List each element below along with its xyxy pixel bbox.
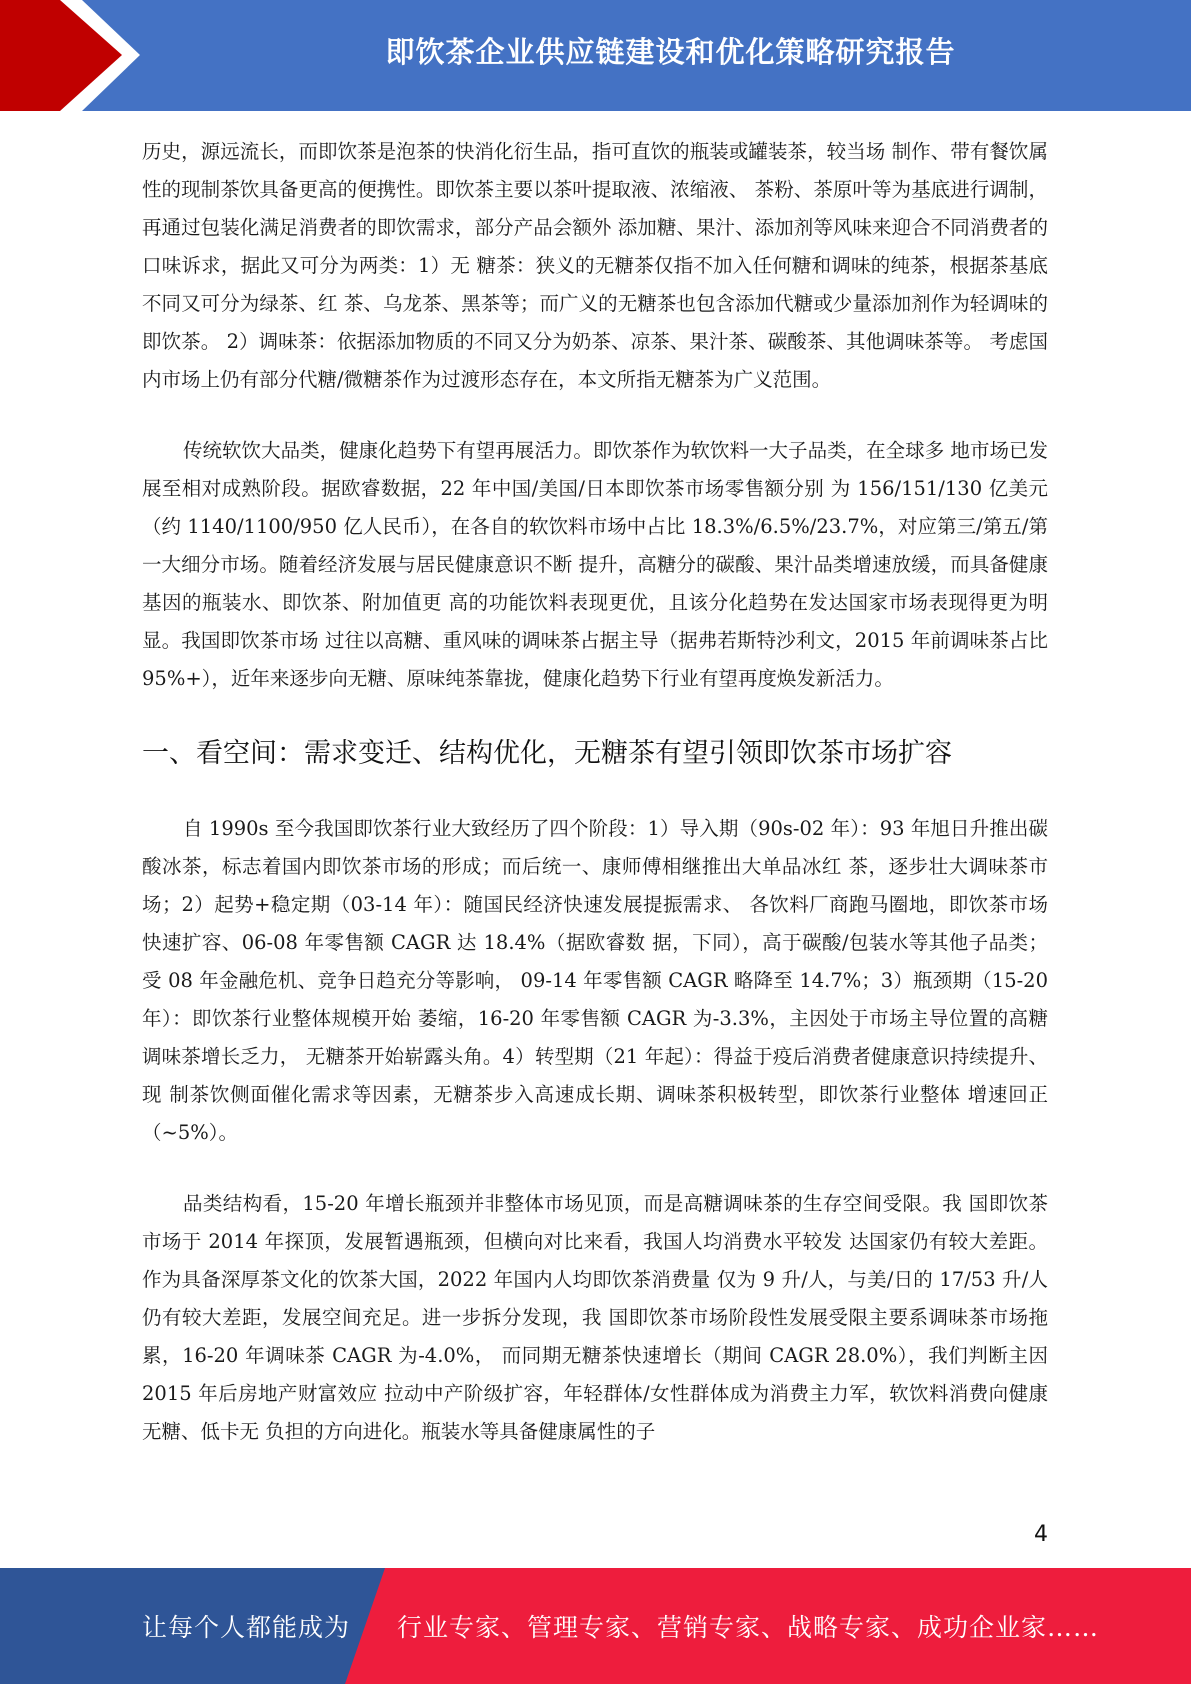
footer-slogan-right: 行业专家、管理专家、营销专家、战略专家、成功企业家…… (397, 1613, 1100, 1642)
footer-slogan-left: 让每个人都能成为 (142, 1613, 351, 1642)
body-paragraph: 历史，源远流长，而即饮茶是泡茶的快消化衍生品，指可直饮的瓶装或罐装茶，较当场 制作、带有餐饮属性的现制茶饮具备更高的便携性。即饮茶主要以茶叶提取液、浓缩液、 茶粉、茶原叶等为基底进行调制，再通过包装化满足消费者的即饮需求，部分产品会额外 添加糖、果汁、添加剂等风味来迎合不同消费者的口味诉求，据此又可分为两类：1）无 糖茶：狭义的无糖茶仅指不加入任何糖和调味的纯茶，根据茶基底不同又可分为绿茶、红 茶、乌龙茶、黑茶等；而广义的无糖茶也包含添加代糖或少量添加剂作为轻调味的即饮茶。 2）调味茶：依据添加物质的不同又分为奶茶、凉茶、果汁茶、碳酸茶、其他调味茶等。 考虑国内市场上仍有部分代糖/微糖茶作为过渡形态存在，本文所指无糖茶为广义范围。 (142, 140, 1048, 391)
header-banner (0, 0, 1191, 111)
page-number: 4 (1034, 1522, 1048, 1547)
document-title: 即饮茶企业供应链建设和优化策略研究报告 (385, 34, 956, 69)
footer-banner (0, 1568, 1191, 1684)
body-paragraph: 品类结构看，15-20 年增长瓶颈并非整体市场见顶，而是高糖调味茶的生存空间受限。我 国即饮茶市场于 2014 年探顶，发展暂遇瓶颈，但横向对比来看，我国人均消费水平较发 达国家仍有较大差距。作为具备深厚茶文化的饮茶大国，2022 年国内人均即饮茶消费量 仅为 9 升/人，与美/日的 17/53 升/人仍有较大差距，发展空间充足。进一步拆分发现，我 国即饮茶市场阶段性发展受限主要系调味茶市场拖累，16-20 年调味茶 CAGR 为-4.0%， 而同期无糖茶快速增长（期间 CAGR 28.0%），我们判断主因 2015 年后房地产财富效应 拉动中产阶级扩容，年轻群体/女性群体成为消费主力军，软饮料消费向健康无糖、低卡无 负担的方向进化。瓶装水等具备健康属性的子 (142, 1192, 1048, 1443)
section-heading: 一、看空间：需求变迁、结构优化，无糖茶有望引领即饮茶市场扩容 (142, 738, 952, 769)
body-paragraph: 传统软饮大品类，健康化趋势下有望再展活力。即饮茶作为软饮料一大子品类，在全球多 地市场已发展至相对成熟阶段。据欧睿数据，22 年中国/美国/日本即饮茶市场零售额分别 为 156/151/130 亿美元（约 1140/1100/950 亿人民币），在各自的软饮料市场中占比 18.3%/6.5%/23.7%，对应第三/第五/第一大细分市场。随着经济发展与居民健康意识不断 提升，高糖分的碳酸、果汁品类增速放缓，而具备健康基因的瓶装水、即饮茶、附加值更 高的功能饮料表现更优，且该分化趋势在发达国家市场表现得更为明显。我国即饮茶市场 过往以高糖、重风味的调味茶占据主导（据弗若斯特沙利文，2015 年前调味茶占比 95%+），近年来逐步向无糖、原味纯茶靠拢，健康化趋势下行业有望再度焕发新活力。 (142, 439, 1048, 690)
document-body (142, 133, 1048, 1451)
header-red-arrow (0, 0, 150, 111)
body-paragraph: 自 1990s 至今我国即饮茶行业大致经历了四个阶段：1）导入期（90s-02 年）：93 年旭日升推出碳酸冰茶，标志着国内即饮茶市场的形成；而后统一、康师傅相继推出大单品冰红 茶，逐步壮大调味茶市场；2）起势+稳定期（03-14 年）：随国民经济快速发展提振需求、 各饮料厂商跑马圈地，即饮茶市场快速扩容、06-08 年零售额 CAGR 达 18.4%（据欧睿数 据，下同），高于碳酸/包装水等其他子品类；受 08 年金融危机、竞争日趋充分等影响， 09-14 年零售额 CAGR 略降至 14.7%；3）瓶颈期（15-20 年）：即饮茶行业整体规模开始 萎缩，16-20 年零售额 CAGR 为-3.3%，主因处于市场主导位置的高糖调味茶增长乏力， 无糖茶开始崭露头角。4）转型期（21 年起）：得益于疫后消费者健康意识持续提升、现 制茶饮侧面催化需求等因素，无糖茶步入高速成长期、调味茶积极转型，即饮茶行业整体 增速回正（~5%）。 (142, 817, 1048, 1144)
